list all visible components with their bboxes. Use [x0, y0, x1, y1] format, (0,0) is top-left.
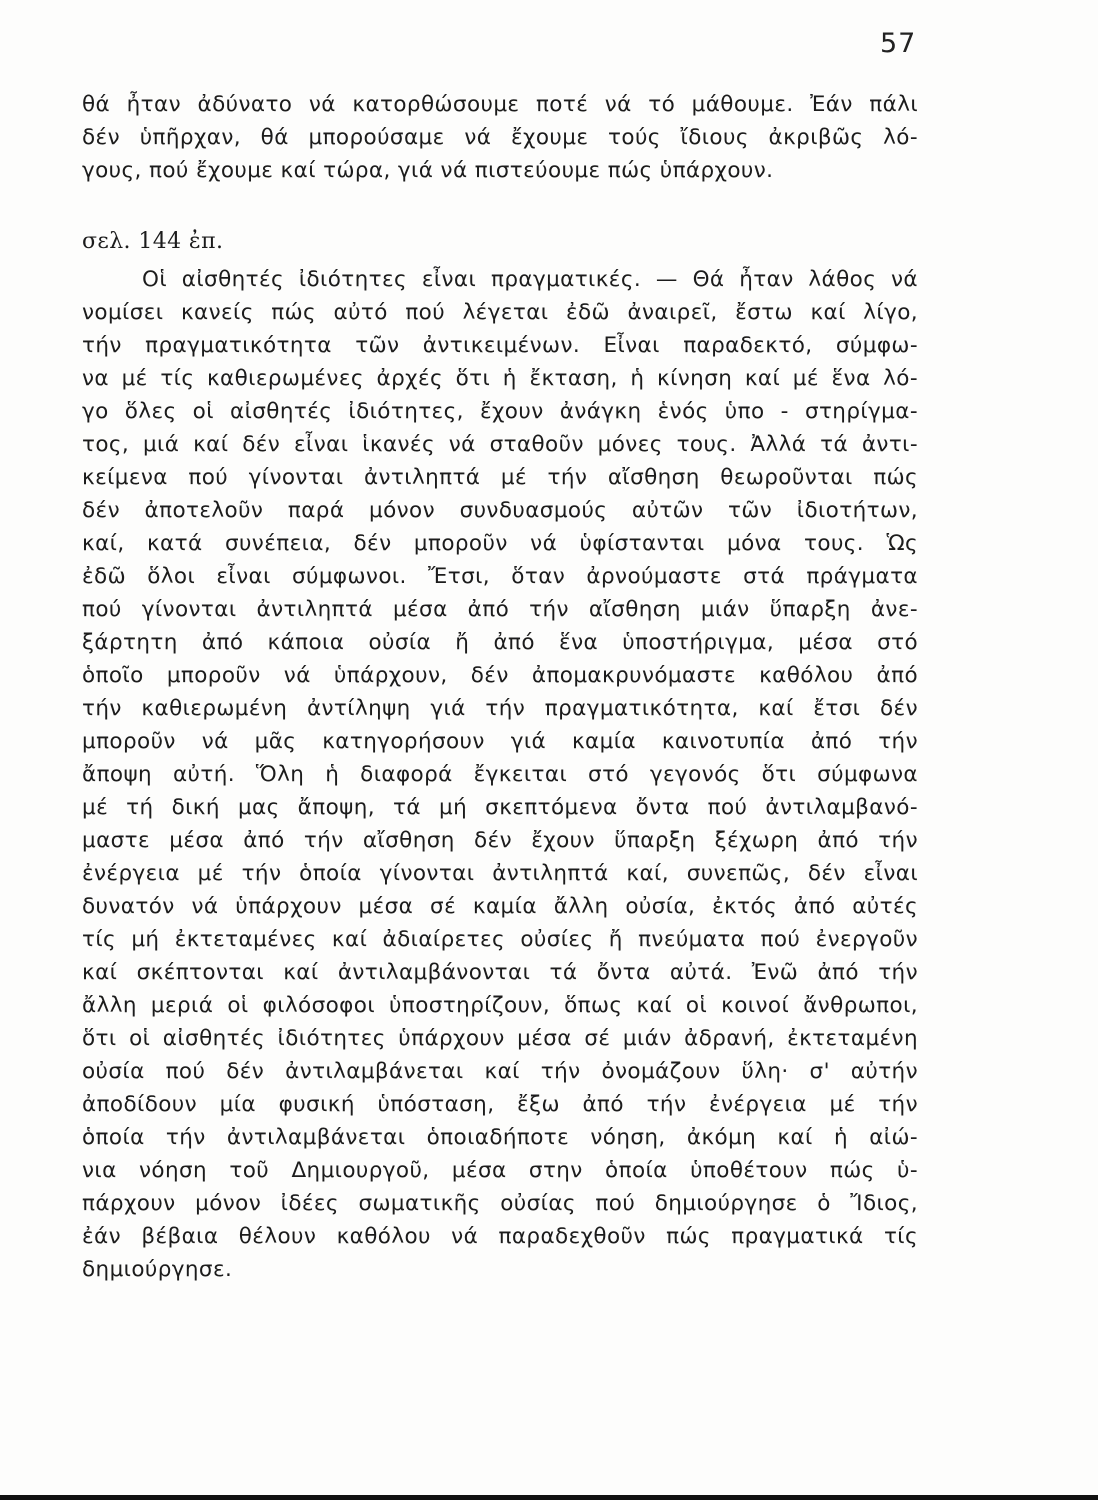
text-line: καί, κατά συνέπεια, δέν μποροῦν νά ὑφίστανται μόνα τους. Ὡς — [82, 531, 918, 556]
text-line: κείμενα πού γίνονται ἀντιληπτά μέ τήν αἴσθηση θεωροῦνται πώς — [82, 465, 918, 490]
text-line: ἐάν βέβαια θέλουν καθόλου νά παραδεχθοῦν πώς πραγματικά τίς — [82, 1224, 918, 1249]
text-line: πάρχουν μόνον ἰδέες σωματικῆς οὐσίας πού δημιούργησε ὁ Ἴδιος, — [82, 1191, 918, 1216]
text-line: δυνατόν νά ὑπάρχουν μέσα σέ καμία ἄλλη οὐσία, ἐκτός ἀπό αὐτές — [82, 894, 918, 919]
text-line: τήν καθιερωμένη ἀντίληψη γιά τήν πραγματικότητα, καί ἔτσι δέν — [82, 696, 918, 721]
text-line: καί σκέπτονται καί ἀντιλαμβάνονται τά ὄντα αὐτά. Ἐνῶ ἀπό τήν — [82, 960, 918, 985]
text-line: οὐσία πού δέν ἀντιλαμβάνεται καί τήν ὀνομάζουν ὕλη· σ' αὐτήν — [82, 1059, 918, 1084]
text-line: ὁποία τήν ἀντιλαμβάνεται ὁποιαδήποτε νόηση, ἀκόμη καί ἡ αἰώ- — [82, 1125, 918, 1150]
text-line: ξάρτητη ἀπό κάποια οὐσία ἤ ἀπό ἕνα ὑποστήριγμα, μέσα στό — [82, 630, 918, 655]
text-line: πού γίνονται ἀντιληπτά μέσα ἀπό τήν αἴσθηση μιάν ὕπαρξη ἀνε- — [82, 597, 918, 622]
text-line: νια νόηση τοῦ Δημιουργοῦ, μέσα στην ὁποία ὑποθέτουν πώς ὑ- — [82, 1158, 918, 1183]
text-line: ὅτι οἱ αἰσθητές ἰδιότητες ὑπάρχουν μέσα σέ μιάν ἀδρανή, ἐκτεταμένη — [82, 1026, 918, 1051]
text-line: Οἱ αἰσθητές ἰδιότητες εἶναι πραγματικές. — Θά ἦταν λάθος νά — [142, 267, 918, 292]
page-reference — [82, 225, 918, 258]
text-line: δέν ὑπῆρχαν, θά μπορούσαμε νά ἔχουμε τούς ἴδιους ἀκριβῶς λό- — [82, 125, 918, 150]
text-line: ἀποδίδουν μία φυσική ὑπόσταση, ἔξω ἀπό τήν ἐνέργεια μέ τήν — [82, 1092, 918, 1117]
paragraph-continuation — [82, 88, 918, 187]
text-line: ἄλλη μεριά οἱ φιλόσοφοι ὑποστηρίζουν, ὅπως καί οἱ κοινοί ἄνθρωποι, — [82, 993, 918, 1018]
text-line: να μέ τίς καθιερωμένες ἀρχές ὅτι ἡ ἔκταση, ἡ κίνηση καί μέ ἕνα λό- — [82, 366, 918, 391]
text-line: ὁποῖο μποροῦν νά ὑπάρχουν, δέν ἀπομακρυνόμαστε καθόλου ἀπό — [82, 663, 918, 688]
text-line: ἐνέργεια μέ τήν ὁποία γίνονται ἀντιληπτά καί, συνεπῶς, δέν εἶναι — [82, 861, 918, 886]
page-number: 57 — [880, 28, 917, 59]
text-line: μαστε μέσα ἀπό τήν αἴσθηση δέν ἔχουν ὕπαρξη ξέχωρη ἀπό τήν — [82, 828, 918, 853]
text-line: νομίσει κανείς πώς αὐτό πού λέγεται ἐδῶ ἀναιρεῖ, ἔστω καί λίγο, — [82, 300, 918, 325]
paragraph-main — [82, 263, 918, 1286]
text-line: μποροῦν νά μᾶς κατηγορήσουν γιά καμία καινοτυπία ἀπό τήν — [82, 729, 918, 754]
text-line: δέν ἀποτελοῦν παρά μόνον συνδυασμούς αὐτῶν τῶν ἰδιοτήτων, — [82, 498, 918, 523]
reference-text: σελ. 144 ἐπ. — [82, 229, 224, 254]
text-line: τήν πραγματικότητα τῶν ἀντικειμένων. Εἶναι παραδεκτό, σύμφω- — [82, 333, 918, 358]
text-line: γο ὅλες οἱ αἰσθητές ἰδιότητες, ἔχουν ἀνάγκη ἑνός ὑπο - στηρίγμα- — [82, 399, 918, 424]
text-line: ἐδῶ ὅλοι εἶναι σύμφωνοι. Ἔτσι, ὅταν ἀρνούμαστε στά πράγματα — [82, 564, 918, 589]
text-line: θά ἦταν ἀδύνατο νά κατορθώσουμε ποτέ νά τό μάθουμε. Ἐάν πάλι — [82, 92, 918, 117]
text-line: γους, πού ἔχουμε καί τώρα, γιά νά πιστεύουμε πώς ὑπάρχουν. — [82, 158, 774, 183]
text-line: μέ τή δική μας ἄποψη, τά μή σκεπτόμενα ὄντα πού ἀντιλαμβανό- — [82, 795, 918, 820]
text-line: ἄποψη αὐτή. Ὅλη ἡ διαφορά ἔγκειται στό γεγονός ὅτι σύμφωνα — [82, 762, 918, 787]
scan-edge — [0, 1495, 1098, 1500]
text-line: τίς μή ἐκτεταμένες καί ἀδιαίρετες οὐσίες ἤ πνεύματα πού ἐνεργοῦν — [82, 927, 918, 952]
text-line: τος, μιά καί δέν εἶναι ἱκανές νά σταθοῦν μόνες τους. Ἀλλά τά ἀντι- — [82, 432, 918, 457]
text-line: δημιούργησε. — [82, 1257, 233, 1282]
